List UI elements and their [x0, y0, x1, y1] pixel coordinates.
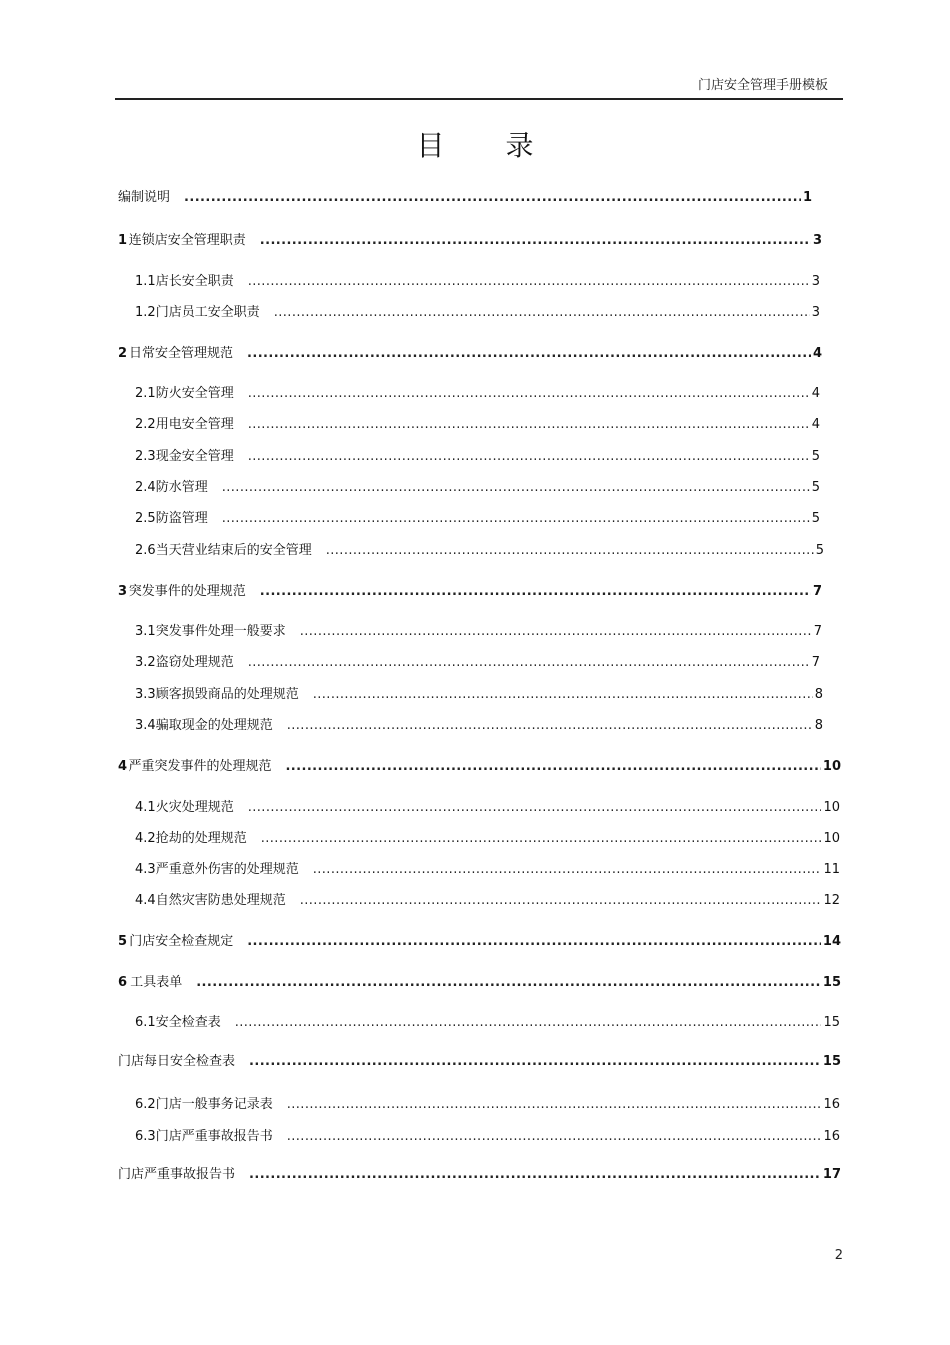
toc-entry-number: 3.1	[135, 624, 156, 639]
toc-entry[interactable]	[135, 1125, 840, 1144]
toc-entry-leader-dots	[287, 1129, 822, 1144]
toc-entry-leader-dots	[287, 1097, 822, 1112]
toc-entry[interactable]	[135, 413, 820, 432]
toc-entry-label: 顾客损毁商品的处理规范	[155, 687, 299, 702]
toc-entry-leader-dots	[260, 233, 811, 248]
toc-entry-number: 2.6	[135, 543, 156, 558]
toc-entry-page: 4	[812, 346, 822, 361]
toc-entry-label: 自然灾害防患处理规范	[155, 893, 286, 908]
toc-entry-leader-dots	[326, 543, 814, 558]
toc-entry[interactable]	[135, 827, 840, 846]
toc-entry-label: 门店每日安全检查表	[118, 1054, 236, 1069]
toc-entry-label: 日常安全管理规范	[129, 346, 234, 361]
toc-entry[interactable]	[135, 382, 820, 401]
toc-entry-label: 突发事件处理一般要求	[155, 624, 286, 639]
toc-entry[interactable]	[135, 620, 822, 639]
toc-entry[interactable]	[135, 1093, 840, 1112]
toc-entry-number: 3.4	[135, 718, 156, 733]
toc-entry-label: 安全检查表	[155, 1015, 221, 1030]
toc-entry[interactable]	[118, 342, 822, 361]
toc-entry-number: 4	[118, 759, 128, 774]
toc-entry-leader-dots	[235, 1015, 822, 1030]
toc-entry-page: 4	[811, 386, 820, 401]
toc-entry-page: 5	[811, 511, 820, 526]
toc-entry[interactable]	[135, 858, 840, 877]
toc-entry-label: 门店严重事故报告书	[118, 1167, 236, 1182]
toc-entry-label: 店长安全职责	[155, 274, 234, 289]
toc-entry[interactable]	[135, 651, 820, 670]
toc-entry-leader-dots	[300, 893, 822, 908]
toc-entry-page: 3	[811, 305, 820, 320]
toc-entry[interactable]	[135, 507, 820, 526]
toc-entry-label: 抢劫的处理规范	[155, 831, 247, 846]
toc-entry-number: 4.3	[135, 862, 156, 877]
toc-entry-page: 15	[822, 1054, 841, 1069]
header-doc-title: 门店安全管理手册模板	[697, 78, 828, 93]
toc-entry-page: 15	[823, 1015, 840, 1030]
toc-entry-label: 工具表单	[130, 975, 183, 990]
toc-entry[interactable]	[135, 270, 820, 289]
toc-entry[interactable]	[135, 796, 840, 815]
toc-entry-leader-dots	[196, 975, 821, 990]
toc-entry[interactable]	[135, 1011, 840, 1030]
toc-entry-number: 2.4	[135, 480, 156, 495]
toc-entry[interactable]	[135, 539, 824, 558]
toc-entry-leader-dots	[248, 449, 810, 464]
toc-entry-label: 门店员工安全职责	[155, 305, 260, 320]
toc-entry-page: 7	[811, 655, 820, 670]
toc-entry-label: 连锁店安全管理职责	[128, 233, 246, 248]
toc-entry[interactable]	[118, 186, 812, 205]
toc-entry-leader-dots	[313, 687, 813, 702]
toc-entry-page: 5	[811, 480, 820, 495]
toc-entry-page: 5	[815, 543, 824, 558]
toc-entry-page: 16	[823, 1129, 840, 1144]
toc-entry-number: 3.3	[135, 687, 156, 702]
toc-entry-leader-dots	[260, 584, 811, 599]
toc-entry-leader-dots	[261, 831, 822, 846]
toc-entry-leader-dots	[248, 417, 810, 432]
toc-entry-page: 17	[822, 1167, 841, 1182]
toc-entry-leader-dots	[248, 386, 810, 401]
toc-entry[interactable]	[135, 889, 840, 908]
toc-entry-leader-dots	[313, 862, 822, 877]
toc-entry-page: 16	[823, 1097, 840, 1112]
toc-entry-page: 3	[812, 233, 822, 248]
toc-entry-page: 15	[822, 975, 841, 990]
toc-entry-page: 3	[811, 274, 820, 289]
header-rule	[115, 98, 843, 100]
toc-entry[interactable]	[135, 301, 820, 320]
toc-entry[interactable]	[118, 755, 841, 774]
toc-entry-label: 编制说明	[118, 190, 171, 205]
toc-entry-leader-dots	[248, 274, 810, 289]
toc-entry-leader-dots	[274, 305, 810, 320]
toc-entry-number: 3	[118, 584, 128, 599]
toc-entry-number: 6	[118, 975, 128, 990]
toc-entry-label: 火灾处理规范	[155, 800, 234, 815]
toc-entry-label: 门店安全检查规定	[129, 934, 234, 949]
toc-heading: 目 录	[416, 129, 560, 162]
toc-entry-label: 骗取现金的处理规范	[155, 718, 273, 733]
toc-entry-number: 1.2	[135, 305, 156, 320]
toc-entry-number: 1	[118, 233, 128, 248]
toc-entry-leader-dots	[300, 624, 812, 639]
toc-entry-page: 10	[822, 759, 841, 774]
toc-entry-number: 3.2	[135, 655, 156, 670]
toc-entry[interactable]	[118, 580, 822, 599]
toc-entry-leader-dots	[287, 718, 813, 733]
toc-entry-number: 6.2	[135, 1097, 156, 1112]
toc-entry-number: 6.3	[135, 1129, 156, 1144]
toc-entry-number: 6.1	[135, 1015, 156, 1030]
toc-entry[interactable]	[118, 971, 841, 990]
toc-entry[interactable]	[118, 1163, 841, 1182]
toc-entry-page: 4	[811, 417, 820, 432]
toc-entry-leader-dots	[249, 1167, 821, 1182]
toc-entry[interactable]	[135, 714, 823, 733]
toc-entry[interactable]	[118, 229, 822, 248]
toc-entry-leader-dots	[184, 190, 801, 205]
page-number: 2	[834, 1248, 843, 1263]
toc-entry-label: 用电安全管理	[155, 417, 234, 432]
toc-entry[interactable]	[118, 1050, 841, 1069]
toc-entry-page: 11	[823, 862, 840, 877]
toc-entry-label: 当天营业结束后的安全管理	[155, 543, 312, 558]
toc-entry[interactable]	[135, 445, 820, 464]
toc-entry-page: 7	[813, 624, 822, 639]
toc-entry-leader-dots	[285, 759, 820, 774]
toc-entry-number: 5	[118, 934, 128, 949]
toc-entry-label: 门店严重事故报告书	[155, 1129, 273, 1144]
toc-entry-number: 4.2	[135, 831, 156, 846]
toc-entry-page: 12	[823, 893, 840, 908]
toc-entry-page: 5	[811, 449, 820, 464]
toc-entry-number: 2	[118, 346, 128, 361]
toc-entry-leader-dots	[247, 346, 811, 361]
toc-entry-label: 严重意外伤害的处理规范	[155, 862, 299, 877]
toc-entry-label: 防盗管理	[155, 511, 208, 526]
toc-entry-number: 4.1	[135, 800, 156, 815]
toc-entry-label: 盗窃处理规范	[155, 655, 234, 670]
toc-entry-leader-dots	[248, 800, 822, 815]
toc-entry-leader-dots	[249, 1054, 821, 1069]
toc-entry-page: 8	[814, 718, 823, 733]
toc-entry[interactable]	[135, 683, 823, 702]
toc-entry-page: 10	[823, 800, 840, 815]
toc-entry-page: 8	[814, 687, 823, 702]
toc-entry-label: 现金安全管理	[155, 449, 234, 464]
toc-entry-label: 防火安全管理	[155, 386, 234, 401]
toc-entry[interactable]	[118, 930, 841, 949]
toc-entry-label: 防水管理	[155, 480, 208, 495]
toc-entry-page: 7	[812, 584, 822, 599]
toc-entry-leader-dots	[222, 511, 810, 526]
toc-entry-label: 门店一般事务记录表	[155, 1097, 273, 1112]
toc-entry-leader-dots	[222, 480, 810, 495]
toc-entry-number: 2.2	[135, 417, 156, 432]
toc-entry-label: 严重突发事件的处理规范	[128, 759, 272, 774]
toc-entry-page: 14	[822, 934, 841, 949]
toc-entry-number: 2.3	[135, 449, 156, 464]
toc-entry-number: 2.1	[135, 386, 156, 401]
toc-entry[interactable]	[135, 476, 820, 495]
toc-entry-number: 2.5	[135, 511, 156, 526]
toc-entry-leader-dots	[248, 655, 810, 670]
toc-entry-page: 1	[802, 190, 812, 205]
toc-entry-number: 1.1	[135, 274, 156, 289]
toc-entry-leader-dots	[247, 934, 821, 949]
toc-entry-page: 10	[823, 831, 840, 846]
toc-entry-label: 突发事件的处理规范	[128, 584, 246, 599]
toc-entry-number: 4.4	[135, 893, 156, 908]
